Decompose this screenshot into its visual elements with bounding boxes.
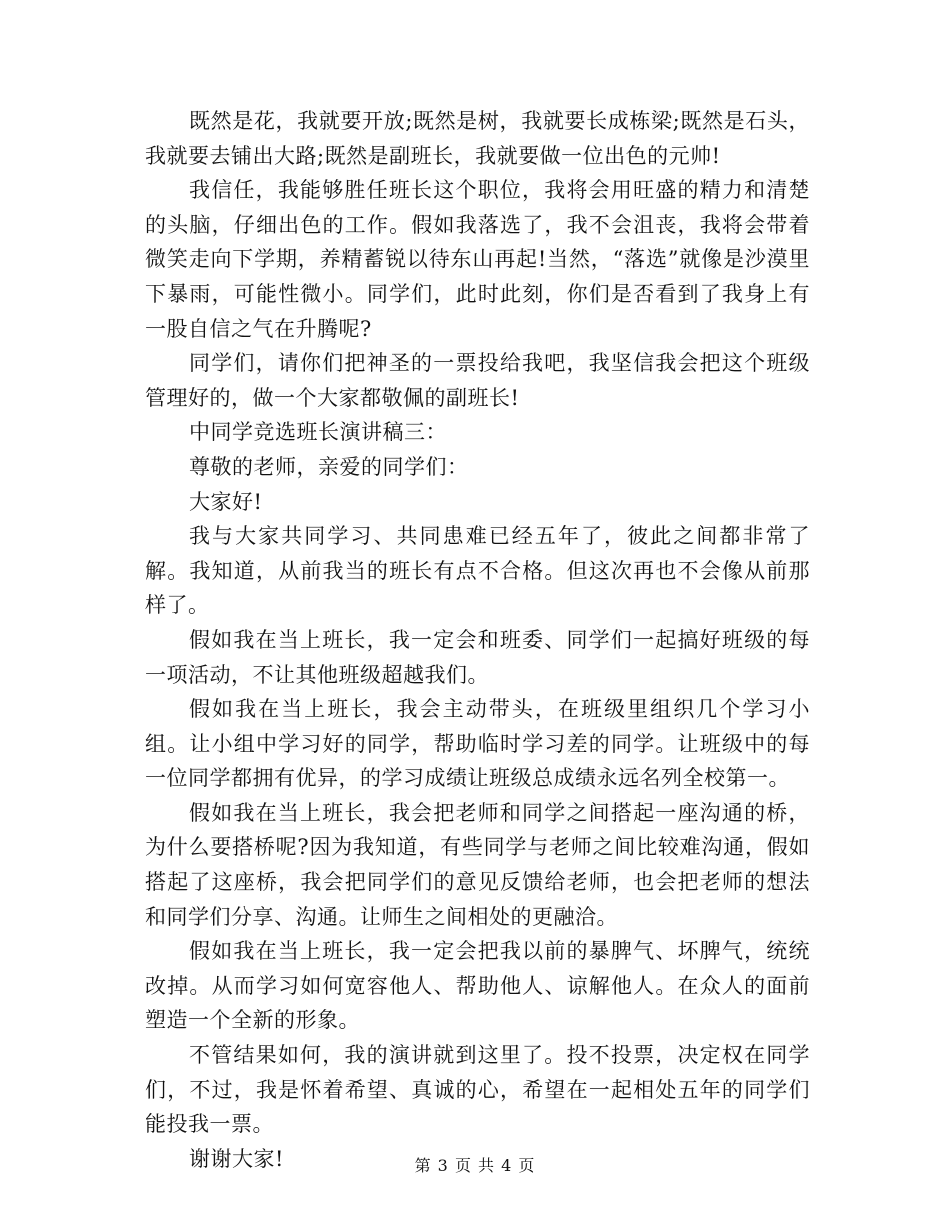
section-heading: 中同学竞选班长演讲稿三： — [189, 420, 447, 445]
paragraph: 同学们，请你们把神圣的一票投给我吧，我坚信我会把这个班级管理好的，做一个大家都敬佩的副班长! — [145, 351, 810, 410]
document-body — [145, 104, 810, 1176]
salutation: 尊敬的老师，亲爱的同学们： — [189, 454, 469, 479]
paragraph: 假如我在当上班长，我会主动带头，在班级里组织几个学习小组。让小组中学习好的同学，帮助临时学习差的同学。让班级中的每一位同学都拥有优异，的学习成绩让班级总成绩永远名列全校第一。 — [145, 697, 810, 791]
greeting: 大家好! — [189, 489, 263, 514]
page-footer: 第 3 页 共 4 页 — [414, 1156, 536, 1175]
paragraph: 不管结果如何，我的演讲就到这里了。投不投票，决定权在同学们，不过，我是怀着希望、真诚的心，希望在一起相处五年的同学们能投我一票。 — [145, 1043, 810, 1137]
paragraph: 假如我在当上班长，我一定会把我以前的暴脾气、坏脾气，统统改掉。从而学习如何宽容他人、帮助他人、谅解他人。在众人的面前塑造一个全新的形象。 — [145, 939, 810, 1033]
paragraph: 假如我在当上班长，我会把老师和同学之间搭起一座沟通的桥，为什么要搭桥呢?因为我知道，有些同学与老师之间比较难沟通，假如搭起了这座桥，我会把同学们的意见反馈给老师，也会把老师的想法和同学们分享、沟通。让师生之间相处的更融洽。 — [145, 800, 810, 929]
paragraph: 我信任，我能够胜任班长这个职位，我将会用旺盛的精力和清楚的头脑，仔细出色的工作。假如我落选了，我不会沮丧，我将会带着微笑走向下学期，养精蓄锐以待东山再起!当然，“落选”就像是沙漠里下暴雨，可能性微小。同学们，此时此刻，你们是否看到了我身上有一股自信之气在升腾呢? — [145, 178, 810, 341]
paragraph: 既然是花，我就要开放;既然是树，我就要长成栋梁;既然是石头，我就要去铺出大路;既然是副班长，我就要做一位出色的元帅! — [145, 109, 810, 168]
paragraph: 假如我在当上班长，我一定会和班委、同学们一起搞好班级的每一项活动，不让其他班级超越我们。 — [145, 627, 810, 687]
paragraph: 我与大家共同学习、共同患难已经五年了，彼此之间都非常了解。我知道，从前我当的班长有点不合格。但这次再也不会像从前那样了。 — [145, 524, 810, 618]
closing: 谢谢大家! — [189, 1146, 284, 1171]
